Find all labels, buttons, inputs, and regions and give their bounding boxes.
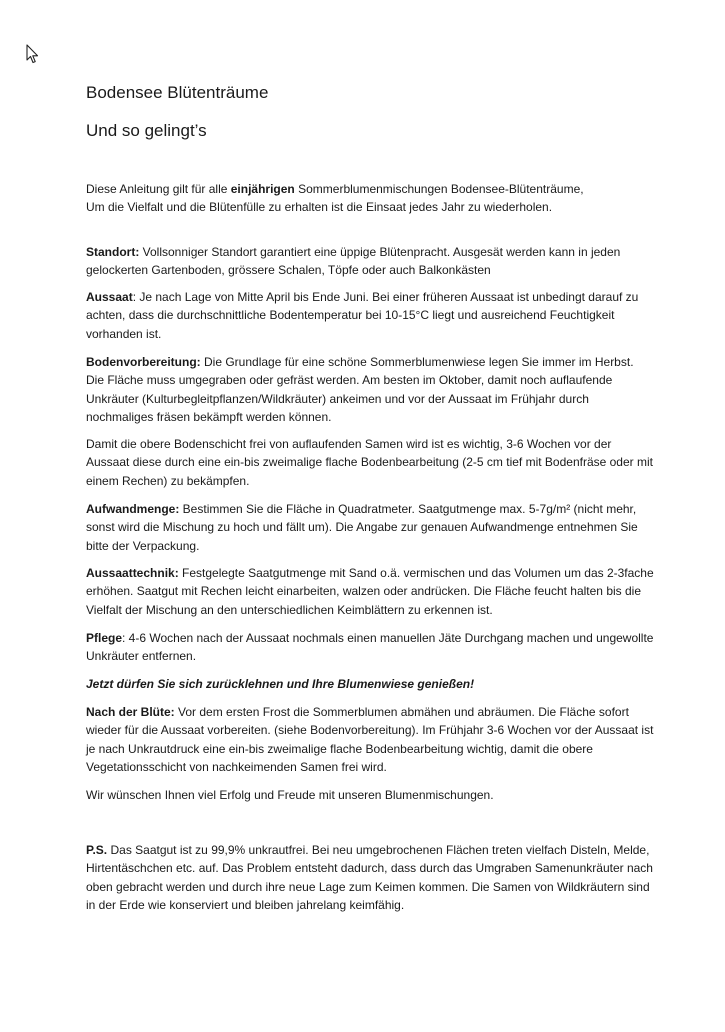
nach-der-bluete-paragraph — [86, 703, 654, 776]
standort-text: Vollsonniger Standort garantiert eine üppige Blütenpracht. Ausgesät werden kann in jeden gelockerten Gartenboden, grössere Schalen, Töpfe oder auch Balkonkästen — [86, 245, 621, 278]
document-subtitle: Und so gelingt’s — [86, 121, 207, 140]
aussaattechnik-label: Aussaattechnik: — [86, 566, 179, 580]
intro-line-2: Um die Vielfalt und die Blütenfülle zu erhalten ist die Einsaat jedes Jahr zu wiederholen. — [86, 200, 553, 215]
bodenvorbereitung-label: Bodenvorbereitung: — [86, 355, 201, 369]
wunsch-paragraph — [86, 786, 654, 804]
bodenvorbereitung-text: Die Grundlage für eine schöne Sommerblumenwiese legen Sie immer im Herbst. Die Fläche muss umgegraben oder gefräst werden. Am besten im Oktober, damit noch auflaufende Unkräuter (Kulturbegleitpflanzen/Wildkräuter) ankeimen und vor der Aussaat im Frühjahr durch nochmaliges fräsen bekämpft werden können. — [86, 355, 634, 424]
aufwandmenge-paragraph — [86, 500, 654, 555]
bodenvorbereitung-paragraph-2 — [86, 435, 654, 490]
nach-der-bluete-label: Nach der Blüte: — [86, 705, 175, 719]
ps-label: P.S. — [86, 843, 108, 857]
bodenvorbereitung-text-2: Damit die obere Bodenschicht frei von auflaufenden Samen wird ist es wichtig, 3-6 Wochen vor der Aussaat diese durch eine ein-bis zweimalige flache Bodenbearbeitung (2-5 cm tief mit Bodenfräse oder mit einem Rechen) zu bekämpfen. — [86, 437, 653, 488]
pflege-paragraph — [86, 629, 654, 666]
emphasis-line: Jetzt dürfen Sie sich zurücklehnen und Ihre Blumenwiese genießen! — [86, 677, 475, 691]
bodenvorbereitung-paragraph — [86, 353, 654, 426]
intro-text: Diese Anleitung gilt für alle — [86, 182, 231, 196]
document-title: Bodensee Blütenträume — [86, 83, 269, 102]
aufwandmenge-label: Aufwandmenge: — [86, 502, 180, 516]
intro-paragraph — [86, 180, 654, 217]
standort-paragraph — [86, 243, 654, 280]
aussaat-paragraph — [86, 288, 654, 343]
standort-label: Standort: — [86, 245, 140, 259]
ps-text: Das Saatgut ist zu 99,9% unkrautfrei. Bei neu umgebrochenen Flächen treten vielfach Disteln, Melde, Hirtentäschchen etc. auf. Das Problem entsteht dadurch, dass durch das Umgraben Samenunkräuter nach oben gebracht werden und durch ihre neue Lage zum Keimen kommen. Die Samen von Wildkräutern sind in der Erde wie konserviert und bleiben jahrelang keimfähig. — [86, 843, 653, 912]
aussaattechnik-text: Festgelegte Saatgutmenge mit Sand o.ä. vermischen und das Volumen um das 2-3fache erhöhen. Saatgut mit Rechen leicht einarbeiten, walzen oder andrücken. Die Fläche feucht halten bis die Vielfalt der Mischung an den unterschiedlichen Keimblättern zu erkennen ist. — [86, 566, 654, 617]
wunsch-text: Wir wünschen Ihnen viel Erfolg und Freude mit unseren Blumenmischungen. — [86, 788, 494, 802]
aussaat-text: : Je nach Lage von Mitte April bis Ende Juni. Bei einer früheren Aussaat ist unbedingt darauf zu achten, dass die durchschnittliche Bodentemperatur bei 10-15°C liegt und ausreichend Feuchtigkeit vorhanden ist. — [86, 290, 639, 341]
mouse-cursor-icon — [26, 44, 40, 64]
pflege-label: Pflege — [86, 631, 123, 645]
ps-paragraph — [86, 841, 654, 914]
intro-text-end: Sommerblumenmischungen Bodensee-Blütenträume, — [294, 182, 584, 196]
aussaat-label: Aussaat — [86, 290, 133, 304]
intro-bold: einjährigen — [230, 182, 295, 196]
nach-der-bluete-text: Vor dem ersten Frost die Sommerblumen abmähen und abräumen. Die Fläche sofort wieder für die Aussaat vorbereiten. (siehe Bodenvorbereitung). Im Frühjahr 3-6 Wochen vor der Aussaat ist je nach Unkrautdruck eine ein-bis zweimalige flache Bodenbearbeitung wichtig, damit die obere Vegetationsschicht von nachkeimenden Samen frei wird. — [86, 705, 654, 774]
pflege-text: : 4-6 Wochen nach der Aussaat nochmals einen manuellen Jäte Durchgang machen und ungewollte Unkräuter entfernen. — [86, 631, 654, 664]
aufwandmenge-text: Bestimmen Sie die Fläche in Quadratmeter. Saatgutmenge max. 5-7g/m² (nicht mehr, sonst wird die Mischung zu hoch und fällt um). Die Angabe zur genauen Aufwandmenge entnehmen Sie bitte der Verpackung. — [86, 502, 638, 553]
aussaattechnik-paragraph — [86, 564, 654, 619]
